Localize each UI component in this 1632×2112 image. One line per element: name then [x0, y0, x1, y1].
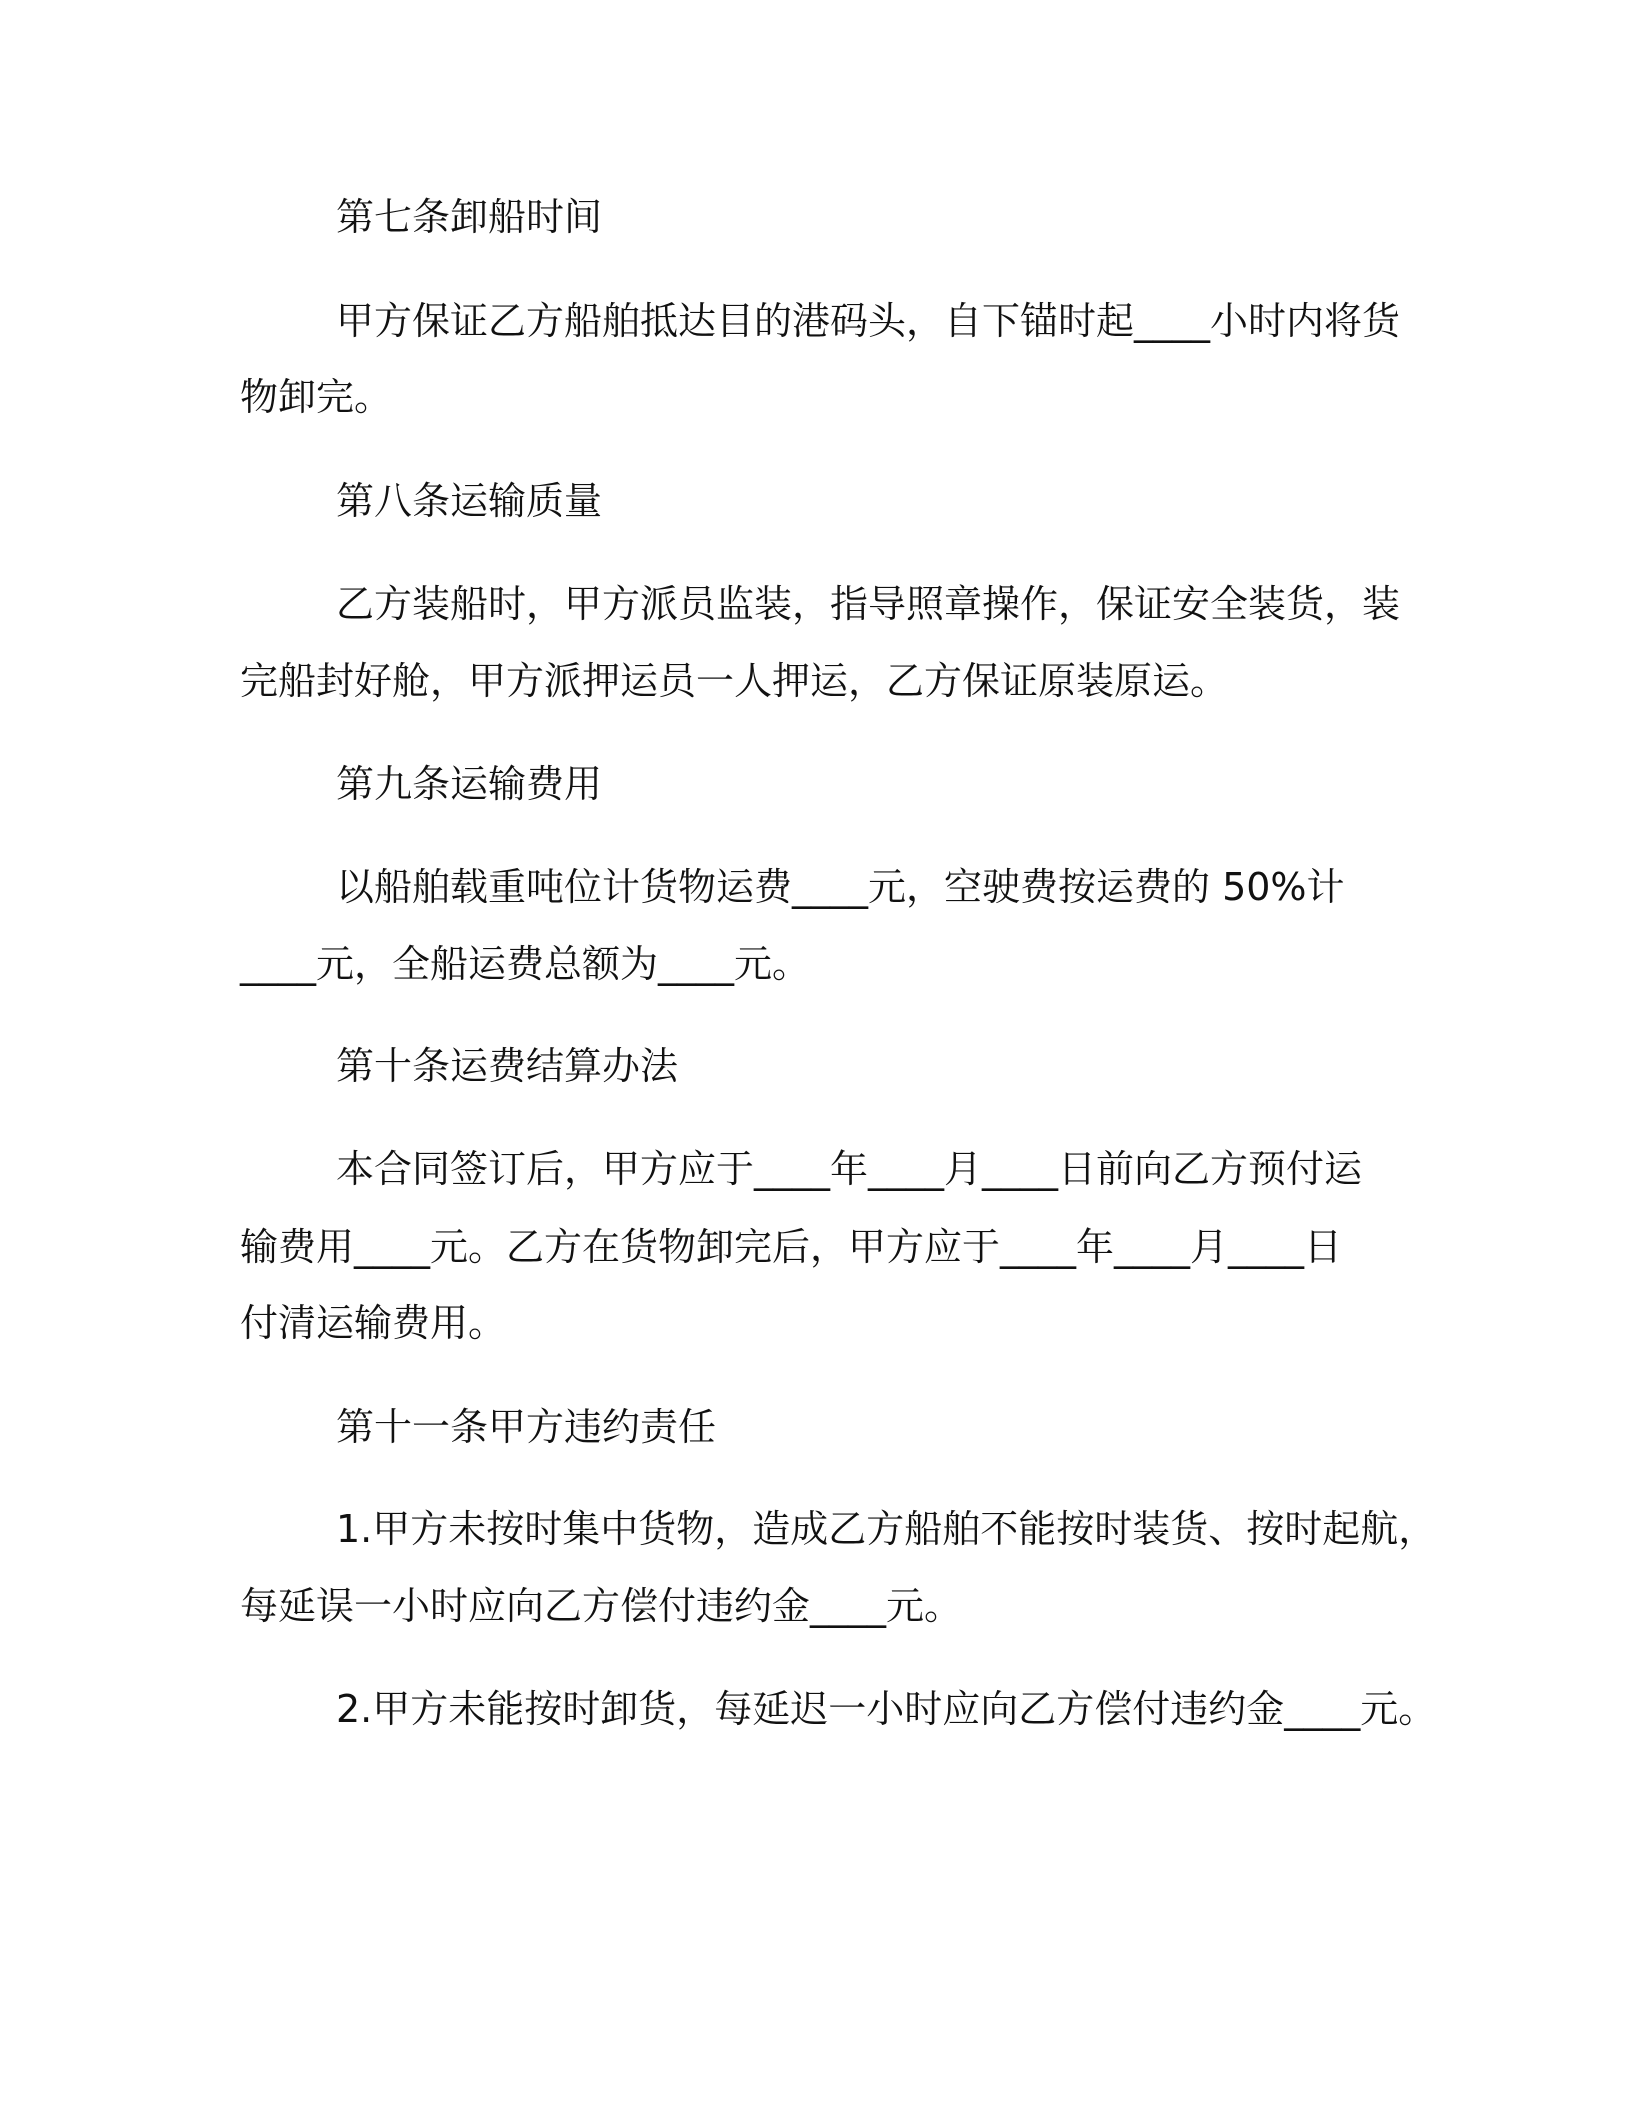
section-7-line-1: 甲方保证乙方船舶抵达目的港码头，自下锚时起____小时内将货 — [336, 299, 1401, 343]
section-7-line-2: 物卸完。 — [240, 375, 393, 419]
section-10-line-2: 输费用____元。乙方在货物卸完后，甲方应于____年____月____日 — [240, 1225, 1343, 1269]
section-8-line-1: 乙方装船时，甲方派员监装，指导照章操作，保证安全装货，装 — [336, 582, 1401, 626]
section-heading-7: 第七条卸船时间 — [336, 195, 603, 239]
section-10-line-1: 本合同签订后，甲方应于____年____月____日前向乙方预付运 — [336, 1147, 1363, 1191]
section-heading-10: 第十条运费结算办法 — [336, 1044, 679, 1088]
section-heading-8: 第八条运输质量 — [336, 479, 603, 523]
section-8-line-2: 完船封好舱，甲方派押运员一人押运，乙方保证原装原运。 — [240, 659, 1229, 703]
section-11-item-1-line-2: 每延误一小时应向乙方偿付违约金____元。 — [240, 1584, 963, 1628]
section-9-line-2: ____元，全船运费总额为____元。 — [240, 942, 811, 986]
section-heading-11: 第十一条甲方违约责任 — [336, 1405, 717, 1449]
section-11-item-1-line-1: 1.甲方未按时集中货物，造成乙方船舶不能按时装货、按时起航， — [336, 1507, 1437, 1551]
section-9-line-1: 以船舶载重吨位计货物运费____元，空驶费按运费的 50%计 — [336, 865, 1345, 909]
section-10-line-3: 付清运输费用。 — [240, 1301, 507, 1345]
section-heading-9: 第九条运输费用 — [336, 762, 603, 806]
section-11-item-2-line-1: 2.甲方未能按时卸货，每延迟一小时应向乙方偿付违约金____元。 — [336, 1687, 1437, 1731]
